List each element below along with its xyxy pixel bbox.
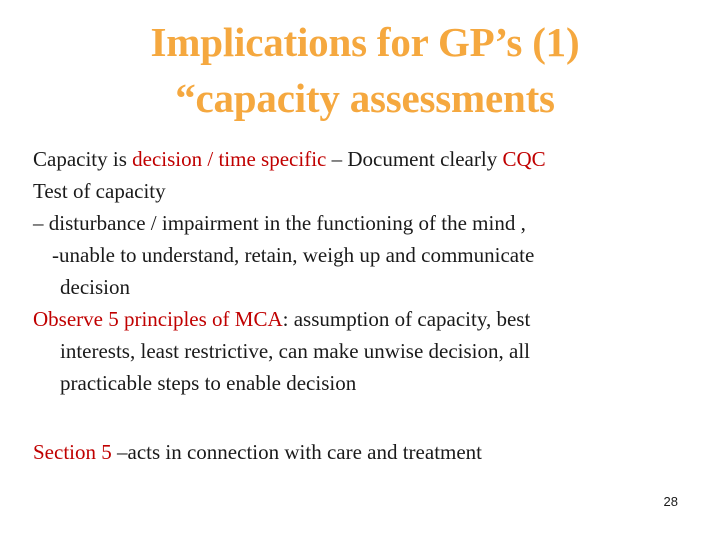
paragraph-principles-line-3: practicable steps to enable decision (60, 371, 357, 395)
paragraph-disturbance: – disturbance / impairment in the functioning of the mind , (33, 211, 526, 235)
capacity-is-text: Capacity is (33, 147, 133, 171)
paragraph-unable-line-2: decision (60, 275, 130, 299)
paragraph-section-5 (33, 436, 693, 468)
paragraph-principles-line-1 (33, 303, 693, 335)
paragraph-spacer (33, 399, 693, 436)
paragraph-test-of-capacity: Test of capacity (33, 179, 166, 203)
page-number: 28 (663, 494, 678, 509)
paragraph-principles-line-2: interests, least restrictive, can make unwise decision, all (60, 339, 531, 363)
slide-body (33, 143, 693, 468)
observe-principles-highlight: Observe 5 principles of MCA (33, 307, 283, 331)
document-clearly-text: – Document clearly (326, 147, 503, 171)
title-line-2: “capacity assessments (175, 75, 555, 121)
paragraph-unable-line-1: -unable to understand, retain, weigh up and communicate (52, 243, 535, 267)
cqc-highlight: CQC (502, 147, 546, 171)
title-line-1: Implications for GP’s (1) (150, 19, 580, 65)
section-5-highlight: Section 5 (33, 440, 117, 464)
principles-list-text: : assumption of capacity, best (282, 307, 531, 331)
section-5-text: –acts in connection with care and treatment (117, 440, 483, 464)
paragraph-capacity-specific (33, 143, 693, 175)
slide-title (60, 14, 670, 126)
decision-time-specific-highlight: decision / time specific (132, 147, 327, 171)
